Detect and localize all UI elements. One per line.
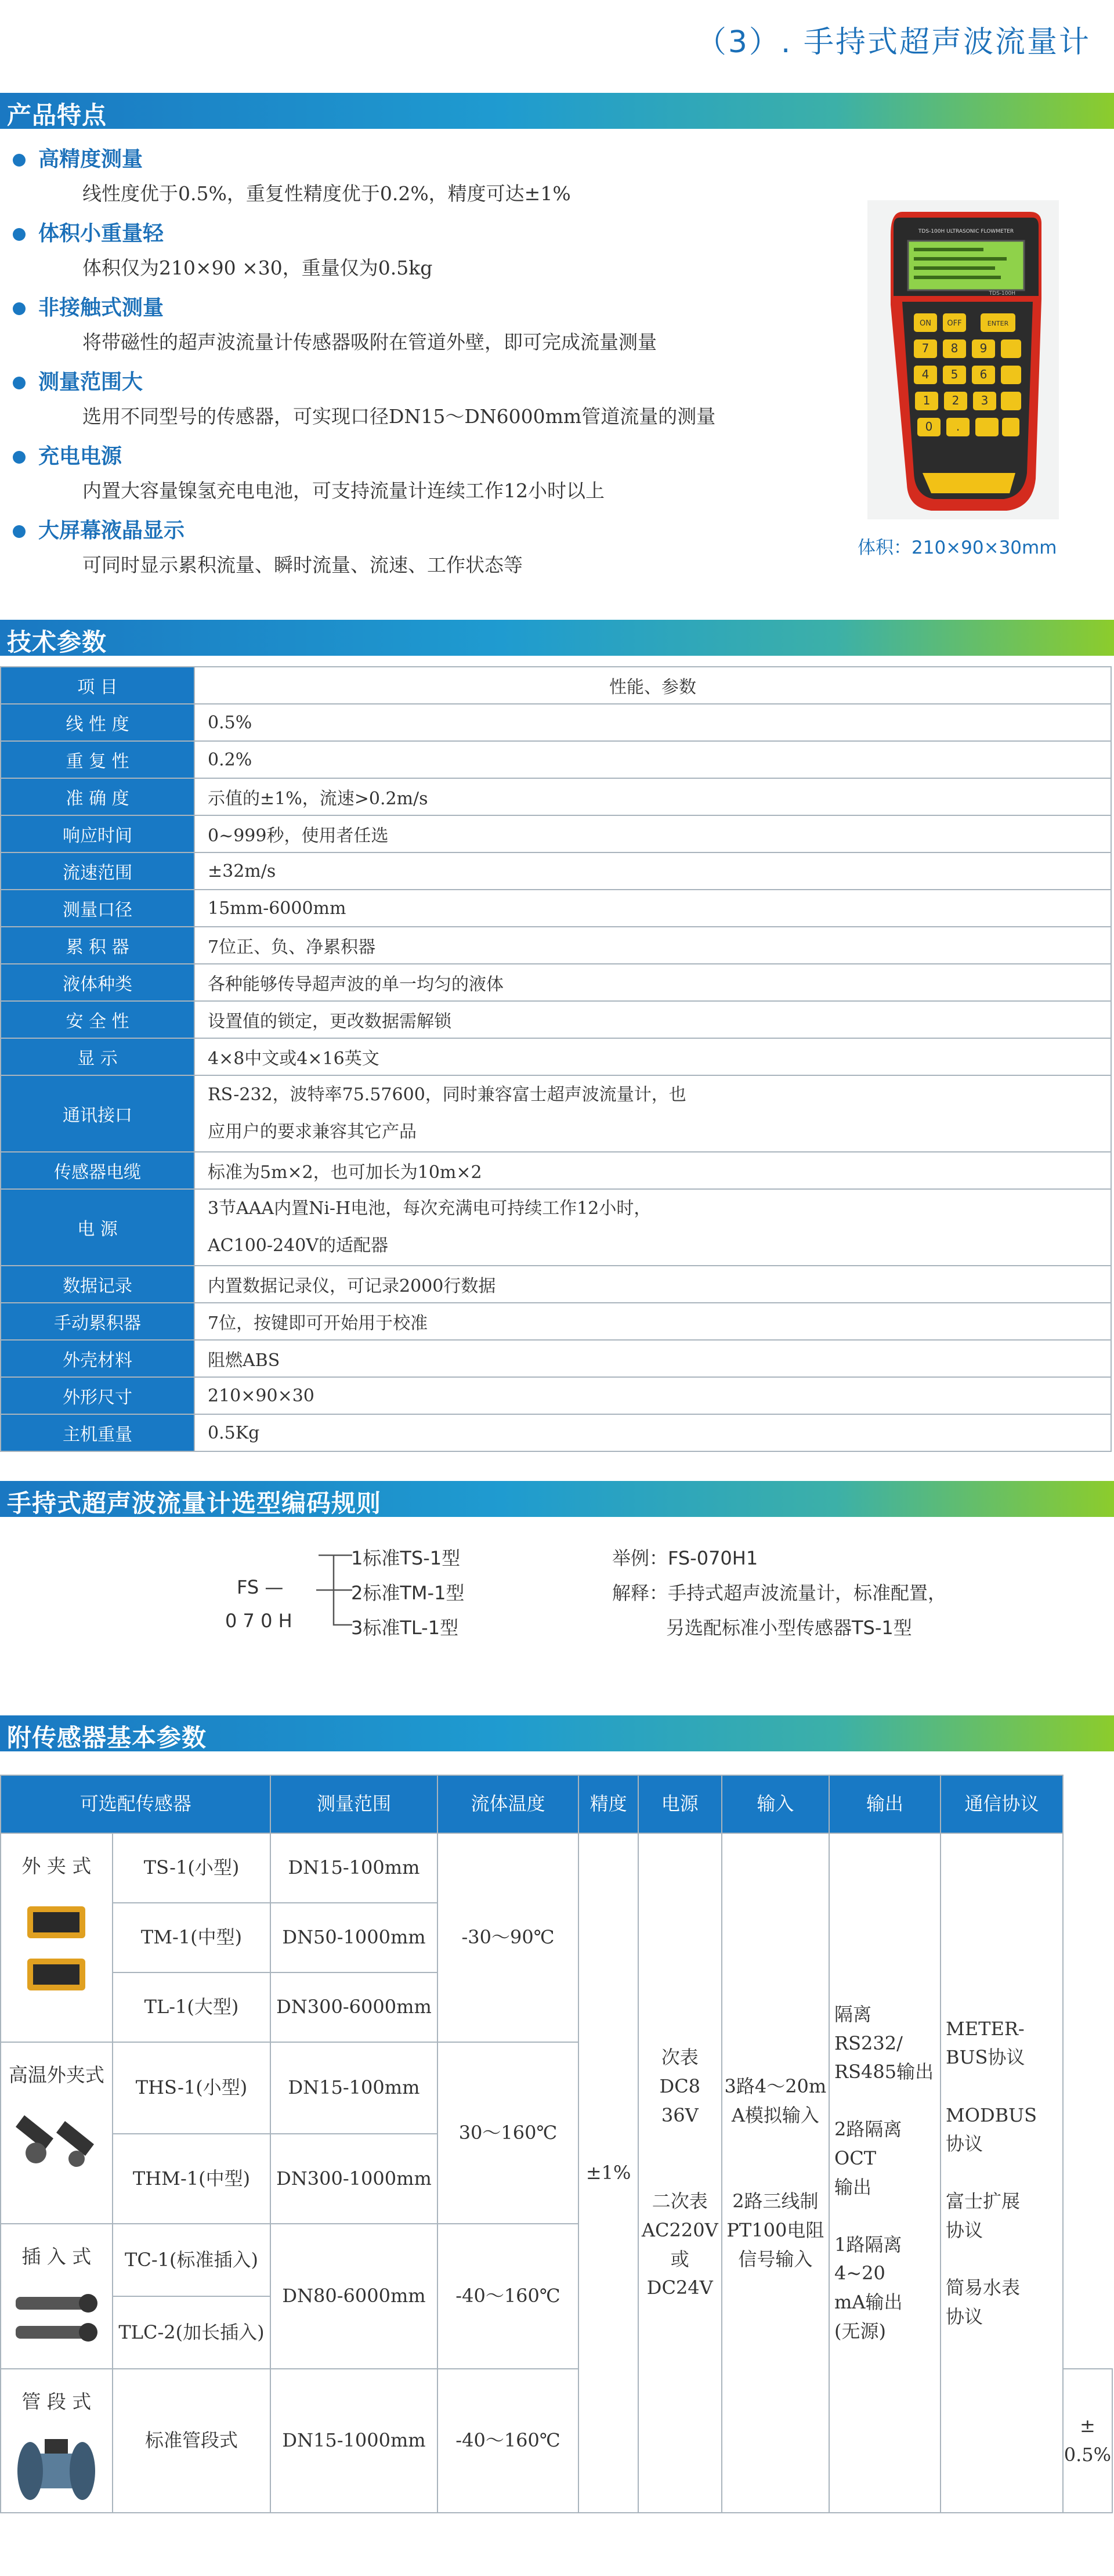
table-header-cell: 可选配传感器 <box>1 1775 270 1833</box>
table-row: 管 段 式 标准管段式 DN15-1000mm -40～160℃ ± 0.5% <box>1 2369 1112 2513</box>
table-header-cell: 通信协议 <box>941 1775 1063 1833</box>
table-row: 数据记录 内置数据记录仪，可记录2000行数据 <box>1 1266 1111 1303</box>
svg-text:0: 0 <box>925 420 933 433</box>
table-row: 安 全 性 设置值的锁定，更改数据需解锁 <box>1 1001 1111 1038</box>
table-header-cell: 精度 <box>578 1775 638 1833</box>
power-cell: 次表 DC8 36V 二次表 AC220V 或DC24V <box>638 1833 722 2513</box>
table-row: TLC-2(加长插入) <box>1 2296 1112 2369</box>
table-row: 外壳材料 阻燃ABS <box>1 1340 1111 1377</box>
section-title: 产品特点 <box>7 101 107 129</box>
feature-title: 大屏幕液晶显示 <box>13 514 185 544</box>
section-title: 技术参数 <box>7 628 107 656</box>
table-row: 线 性 度 0.5% <box>1 704 1111 741</box>
table-row: 主机重量 0.5Kg <box>1 1414 1111 1451</box>
code-option: 2标准TM-1型 <box>351 1582 465 1604</box>
code-explain: 另选配标准小型传感器TS-1型 <box>666 1617 912 1639</box>
bullet-icon <box>13 228 26 241</box>
feature-desc: 线性度优于0.5%，重复性精度优于0.2%，精度可达±1% <box>82 182 571 205</box>
device-image <box>867 200 1059 519</box>
code-explain: 解释：手持式超声波流量计，标准配置， <box>612 1582 947 1604</box>
code-prefix: FS — <box>237 1576 284 1598</box>
code-example: 举例：FS-070H1 <box>612 1547 758 1569</box>
flowmeter-device-illustration <box>867 200 1059 519</box>
table-row: 累 积 器 7位正、负、净累积器 <box>1 927 1111 964</box>
section-bar-sensor <box>0 1715 1114 1751</box>
feature-desc: 内置大容量镍氢充电电池，可支持流量计连续工作12小时以上 <box>82 479 605 502</box>
feature-title: 充电电源 <box>13 440 122 469</box>
section-title: 手持式超声波流量计选型编码规则 <box>7 1489 382 1518</box>
code-option: 3标准TL-1型 <box>351 1617 459 1639</box>
feature-title: 测量范围大 <box>13 366 143 395</box>
table-header-cell: 性能、参数 <box>194 667 1111 704</box>
table-header-cell: 输出 <box>829 1775 941 1833</box>
spool-sensor-image <box>7 2430 106 2512</box>
svg-text:3: 3 <box>981 393 989 407</box>
table-row: 准 确 度 示值的±1%，流速>0.2m/s <box>1 778 1111 815</box>
svg-text:TDS-100H ULTRASONIC FLOWMETER: TDS-100H ULTRASONIC FLOWMETER <box>918 229 1014 234</box>
clamp-sensor-image <box>16 1895 97 2005</box>
table-row: THM-1(中型) DN300-1000mm <box>1 2134 1112 2224</box>
svg-text:ENTER: ENTER <box>987 320 1009 327</box>
section-bar-tech <box>0 620 1114 656</box>
sensor-group-insertion: 插 入 式 <box>1 2224 113 2369</box>
svg-text:OFF: OFF <box>947 319 962 328</box>
code-value: 0 7 0 H <box>225 1610 292 1632</box>
feature-desc: 将带磁性的超声波流量计传感器吸附在管道外壁，即可完成流量测量 <box>82 331 657 353</box>
table-row: 电 源 3节AAA内置Ni-H电池，每次充满电可持续工作12小时， AC100-240V的适配器 <box>1 1189 1111 1266</box>
svg-text:5: 5 <box>950 367 959 381</box>
feature-title: 体积小重量轻 <box>13 217 164 247</box>
table-row: 流速范围 ±32m/s <box>1 852 1111 890</box>
table-header-cell: 输入 <box>722 1775 829 1833</box>
high-temp-sensor-image <box>13 2104 100 2173</box>
section-bar-features <box>0 93 1114 129</box>
table-row: 手动累积器 7位，按键即可开始用于校准 <box>1 1303 1111 1340</box>
table-row: 重 复 性 0.2% <box>1 741 1111 778</box>
sensor-group-clamp: 外 夹 式 <box>1 1833 113 2042</box>
table-row: 通讯接口 RS-232，波特率75.57600，同时兼容富士超声波流量计，也 应用户的要求兼容其它产品 <box>1 1075 1111 1152</box>
feature-desc: 选用不同型号的传感器，可实现口径DN15～DN6000mm管道流量的测量 <box>82 405 716 428</box>
svg-text:6: 6 <box>979 367 988 381</box>
table-row: 高温外夹式 THS-1(小型) DN15-100mm 30～160℃ <box>1 2042 1112 2134</box>
accuracy-cell: ± 0.5% <box>1063 2369 1112 2513</box>
table-row: 传感器电缆 标准为5m×2，也可加长为10m×2 <box>1 1152 1111 1189</box>
svg-text:9: 9 <box>979 341 988 355</box>
svg-text:TDS-100H: TDS-100H <box>989 291 1015 297</box>
table-row: 插 入 式 TC-1(标准插入) DN80-6000mm -40～160℃ <box>1 2224 1112 2296</box>
svg-text:2: 2 <box>952 393 960 407</box>
sensor-table <box>0 1775 1113 2513</box>
table-row: 外 夹 式 TS-1(小型) DN15-100mm -30～90℃ ±1% 次表 DC8 36V 二次表 AC220V 或DC24V 3路4～20m A模拟输入 2路三线制 PT100电阻 信号输入 隔离RS232/ RS485输出 2路隔离OCT 输出 1路隔离4~20 mA输出 (无源) METER- BUS协议 MODBUS 协议 富士扩展 协议 简易水表 协议 <box>1 1833 1112 1903</box>
bullet-icon <box>13 154 26 167</box>
bullet-icon <box>13 377 26 389</box>
section-title: 附传感器基本参数 <box>7 1724 207 1752</box>
feature-title: 高精度测量 <box>13 143 143 172</box>
svg-text:8: 8 <box>950 341 959 355</box>
spec-table <box>0 666 1112 1452</box>
accuracy-cell: ±1% <box>578 1833 638 2513</box>
svg-text:1: 1 <box>923 393 931 407</box>
page-title: （3）. 手持式超声波流量计 <box>696 25 1091 60</box>
sensor-group-spool: 管 段 式 <box>1 2369 113 2513</box>
protocol-cell: METER- BUS协议 MODBUS 协议 富士扩展 协议 简易水表 协议 <box>941 1833 1063 2513</box>
output-cell: 隔离RS232/ RS485输出 2路隔离OCT 输出 1路隔离4~20 mA输出 (无源) <box>829 1833 941 2513</box>
insertion-sensor-image <box>10 2285 103 2349</box>
table-header-cell: 项 目 <box>1 667 194 704</box>
table-row: 外形尺寸 210×90×30 <box>1 1377 1111 1414</box>
table-row: TL-1(大型) DN300-6000mm <box>1 1972 1112 2042</box>
input-cell: 3路4～20m A模拟输入 2路三线制 PT100电阻 信号输入 <box>722 1833 829 2513</box>
table-row: TM-1(中型) DN50-1000mm <box>1 1903 1112 1972</box>
table-row: 显 示 4×8中文或4×16英文 <box>1 1038 1111 1075</box>
svg-text:7: 7 <box>921 341 929 355</box>
device-volume-label: 体积：210×90×30mm <box>858 537 1057 558</box>
feature-title: 非接触式测量 <box>13 291 164 321</box>
sensor-group-high-temp: 高温外夹式 <box>1 2042 113 2224</box>
bullet-icon <box>13 525 26 538</box>
bullet-icon <box>13 451 26 464</box>
feature-desc: 体积仅为210×90 ×30，重量仅为0.5kg <box>82 256 433 279</box>
bullet-icon <box>13 302 26 315</box>
svg-text:ON: ON <box>920 319 931 328</box>
code-option: 1标准TS-1型 <box>351 1547 461 1569</box>
section-bar-coding <box>0 1481 1114 1517</box>
table-header-cell: 电源 <box>638 1775 722 1833</box>
table-header-row <box>1 667 1111 704</box>
table-header-cell: 测量范围 <box>270 1775 437 1833</box>
svg-text:.: . <box>956 420 960 433</box>
table-row: 测量口径 15mm-6000mm <box>1 890 1111 927</box>
svg-text:4: 4 <box>921 367 929 381</box>
table-row: 响应时间 0~999秒，使用者任选 <box>1 815 1111 852</box>
feature-desc: 可同时显示累积流量、瞬时流量、流速、工作状态等 <box>82 554 523 576</box>
table-header-row <box>1 1775 1112 1833</box>
table-header-cell: 流体温度 <box>437 1775 579 1833</box>
table-row: 液体种类 各种能够传导超声波的单一均匀的液体 <box>1 964 1111 1001</box>
